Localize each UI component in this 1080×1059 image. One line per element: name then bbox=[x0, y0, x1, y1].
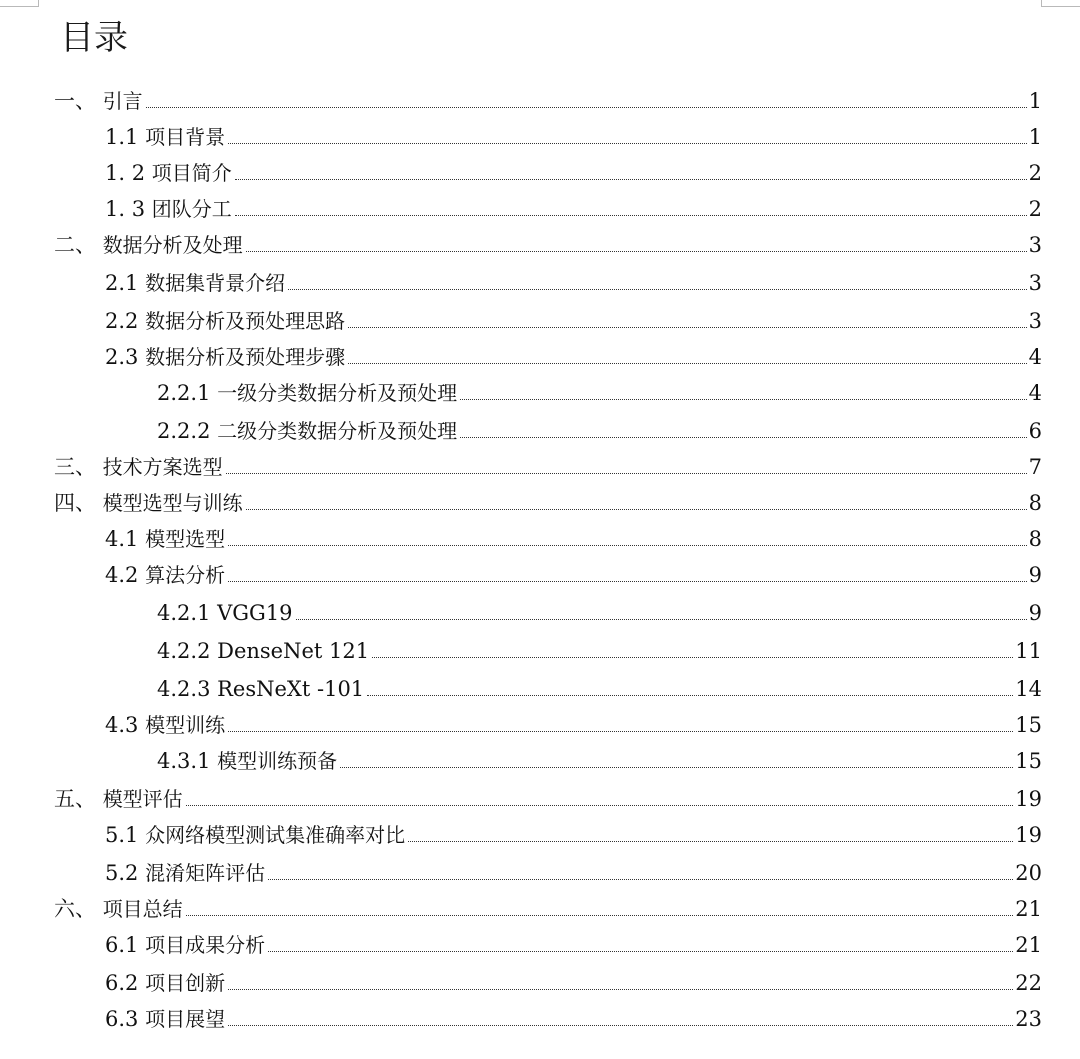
toc-dot-leader bbox=[226, 473, 1027, 474]
toc-entry-text: 团队分工 bbox=[151, 197, 232, 221]
toc-dot-leader bbox=[186, 915, 1014, 916]
toc-entry-text: 项目创新 bbox=[145, 971, 226, 995]
toc-entry-number: 4.1 bbox=[105, 527, 146, 551]
toc-dot-leader bbox=[348, 327, 1027, 328]
toc-entry[interactable] bbox=[0, 480, 1042, 516]
toc-entry-text: 一级分类数据分析及预处理 bbox=[217, 381, 458, 405]
toc-entry-page: 20 bbox=[1015, 861, 1042, 885]
toc-title: 目录 bbox=[60, 18, 128, 58]
toc-dot-leader bbox=[228, 143, 1027, 144]
toc-dot-leader bbox=[246, 509, 1027, 510]
toc-dot-leader bbox=[340, 767, 1013, 768]
toc-entry-page: 21 bbox=[1015, 933, 1042, 957]
toc-entry[interactable] bbox=[0, 78, 1042, 114]
toc-entry[interactable] bbox=[0, 150, 1042, 186]
toc-entry-number: 2.1 bbox=[105, 271, 146, 295]
toc-dot-leader bbox=[408, 841, 1013, 842]
toc-entry-text: 项目总结 bbox=[102, 897, 183, 921]
toc-entry-number: 4.3 bbox=[105, 713, 146, 737]
toc-entry-number: 2.2.2 bbox=[157, 419, 218, 443]
toc-entry-number: 6.2 bbox=[105, 971, 146, 995]
toc-entry[interactable] bbox=[0, 222, 1042, 258]
toc-entry[interactable] bbox=[0, 738, 1042, 774]
toc-entry[interactable] bbox=[0, 552, 1042, 588]
toc-entry-text: 模型选型 bbox=[145, 527, 226, 551]
toc-entry-text: DenseNet 121 bbox=[217, 639, 370, 663]
toc-dot-leader bbox=[228, 731, 1013, 732]
toc-entry-page: 15 bbox=[1015, 713, 1042, 737]
toc-entry[interactable] bbox=[0, 260, 1042, 296]
toc-entry-page: 2 bbox=[1028, 161, 1042, 185]
toc-entry-number: 2.2 bbox=[105, 309, 146, 333]
toc-dot-leader bbox=[460, 399, 1027, 400]
toc-entry-text: 模型选型与训练 bbox=[102, 491, 243, 515]
toc-entry-text: 项目成果分析 bbox=[145, 933, 266, 957]
toc-entry-page: 22 bbox=[1015, 971, 1042, 995]
toc-entry-text: 技术方案选型 bbox=[102, 455, 223, 479]
toc-entry-page: 2 bbox=[1028, 197, 1042, 221]
toc-entry-text: 混淆矩阵评估 bbox=[145, 861, 266, 885]
toc-entry-number: 2.2.1 bbox=[157, 381, 218, 405]
toc-entry-text: 数据分析及预处理步骤 bbox=[145, 345, 346, 369]
toc-dot-leader bbox=[246, 251, 1027, 252]
toc-entry-text: 数据分析及处理 bbox=[102, 233, 243, 257]
toc-entry-page: 7 bbox=[1028, 455, 1042, 479]
toc-entry-number: 二、 bbox=[54, 233, 103, 257]
toc-entry-text: VGG19 bbox=[217, 601, 293, 625]
toc-entry[interactable] bbox=[0, 408, 1042, 444]
toc-entry-text: 模型训练预备 bbox=[217, 749, 338, 773]
toc-entry-page: 23 bbox=[1015, 1007, 1042, 1031]
toc-entry-page: 14 bbox=[1015, 677, 1042, 701]
toc-entry-page: 15 bbox=[1015, 749, 1042, 773]
toc-entry-text: 数据分析及预处理思路 bbox=[145, 309, 346, 333]
toc-dot-leader bbox=[288, 289, 1027, 290]
toc-entry[interactable] bbox=[0, 444, 1042, 480]
toc-dot-leader bbox=[348, 363, 1027, 364]
toc-entry-number: 4.3.1 bbox=[157, 749, 218, 773]
toc-entry-text: 二级分类数据分析及预处理 bbox=[217, 419, 458, 443]
toc-entry-number: 4.2.3 bbox=[157, 677, 218, 701]
toc-entry-text: 模型训练 bbox=[145, 713, 226, 737]
toc-entry-page: 3 bbox=[1028, 309, 1042, 333]
toc-entry-page: 3 bbox=[1028, 271, 1042, 295]
toc-dot-leader bbox=[235, 179, 1027, 180]
toc-entry-page: 3 bbox=[1028, 233, 1042, 257]
toc-entry-page: 1 bbox=[1028, 89, 1042, 113]
toc-entry[interactable] bbox=[0, 666, 1042, 702]
toc-dot-leader bbox=[186, 805, 1014, 806]
toc-dot-leader bbox=[268, 951, 1013, 952]
toc-entry-page: 8 bbox=[1028, 527, 1042, 551]
toc-entry-text: 模型评估 bbox=[102, 787, 183, 811]
toc-entry-page: 11 bbox=[1015, 639, 1042, 663]
toc-entry-page: 1 bbox=[1028, 125, 1042, 149]
toc-dot-leader bbox=[367, 695, 1013, 696]
toc-dot-leader bbox=[228, 545, 1027, 546]
toc-dot-leader bbox=[296, 619, 1027, 620]
toc-entry[interactable] bbox=[0, 850, 1042, 886]
page-corner-mark-left bbox=[0, 0, 39, 7]
toc-dot-leader bbox=[268, 879, 1013, 880]
toc-entry[interactable] bbox=[0, 702, 1042, 738]
toc-entry-page: 19 bbox=[1015, 787, 1042, 811]
toc-entry-page: 21 bbox=[1015, 897, 1042, 921]
toc-entry-page: 19 bbox=[1015, 823, 1042, 847]
toc-entry-number: 一、 bbox=[54, 89, 103, 113]
toc-entry-text: 数据集背景介绍 bbox=[145, 271, 286, 295]
toc-entry-number: 4.2.1 bbox=[157, 601, 218, 625]
toc-entry-page: 4 bbox=[1028, 381, 1042, 405]
toc-entry-number: 1.1 bbox=[105, 125, 146, 149]
toc-entry-page: 9 bbox=[1028, 563, 1042, 587]
toc-dot-leader bbox=[228, 989, 1013, 990]
toc-entry[interactable] bbox=[0, 186, 1042, 222]
toc-dot-leader bbox=[228, 581, 1027, 582]
toc-entry-number: 2.3 bbox=[105, 345, 146, 369]
toc-entry-number: 6.1 bbox=[105, 933, 146, 957]
toc-entry-page: 8 bbox=[1028, 491, 1042, 515]
toc-entry-number: 1. 2 bbox=[105, 161, 152, 185]
toc-dot-leader bbox=[372, 657, 1013, 658]
toc-entry[interactable] bbox=[0, 776, 1042, 812]
toc-entry-number: 5.2 bbox=[105, 861, 146, 885]
toc-entry-text: 引言 bbox=[102, 89, 143, 113]
toc-entry[interactable] bbox=[0, 812, 1042, 848]
toc-entry-number: 4.2 bbox=[105, 563, 146, 587]
toc-entry[interactable] bbox=[0, 334, 1042, 370]
toc-entry-number: 五、 bbox=[54, 787, 103, 811]
toc-entry[interactable] bbox=[0, 922, 1042, 958]
toc-dot-leader bbox=[460, 437, 1027, 438]
toc-entry[interactable] bbox=[0, 886, 1042, 922]
toc-entry[interactable] bbox=[0, 960, 1042, 996]
toc-dot-leader bbox=[146, 107, 1027, 108]
toc-dot-leader bbox=[235, 215, 1027, 216]
toc-entry-number: 六、 bbox=[54, 897, 103, 921]
toc-entry-text: 项目背景 bbox=[145, 125, 226, 149]
toc-entry[interactable] bbox=[0, 628, 1042, 664]
toc-entry-number: 1. 3 bbox=[105, 197, 152, 221]
toc-entry-number: 6.3 bbox=[105, 1007, 146, 1031]
toc-entry-page: 6 bbox=[1028, 419, 1042, 443]
toc-entry-text: 项目简介 bbox=[151, 161, 232, 185]
toc-entry-number: 四、 bbox=[54, 491, 103, 515]
toc-entry-number: 三、 bbox=[54, 455, 103, 479]
toc-entry-number: 4.2.2 bbox=[157, 639, 218, 663]
toc-dot-leader bbox=[228, 1025, 1013, 1026]
toc-entry[interactable] bbox=[0, 590, 1042, 626]
toc-entry[interactable] bbox=[0, 516, 1042, 552]
toc-entry-text: 众网络模型测试集准确率对比 bbox=[145, 823, 406, 847]
toc-entry-page: 9 bbox=[1028, 601, 1042, 625]
toc-entry-text: 项目展望 bbox=[145, 1007, 226, 1031]
toc-entry[interactable] bbox=[0, 114, 1042, 150]
toc-entry-text: 算法分析 bbox=[145, 563, 226, 587]
toc-entry-text: ResNeXt -101 bbox=[217, 677, 365, 701]
toc-entry[interactable] bbox=[0, 370, 1042, 406]
toc-entry[interactable] bbox=[0, 298, 1042, 334]
toc-entry[interactable] bbox=[0, 996, 1042, 1032]
page-corner-mark-right bbox=[1041, 0, 1080, 7]
toc-entry-page: 4 bbox=[1028, 345, 1042, 369]
toc-entry-number: 5.1 bbox=[105, 823, 146, 847]
